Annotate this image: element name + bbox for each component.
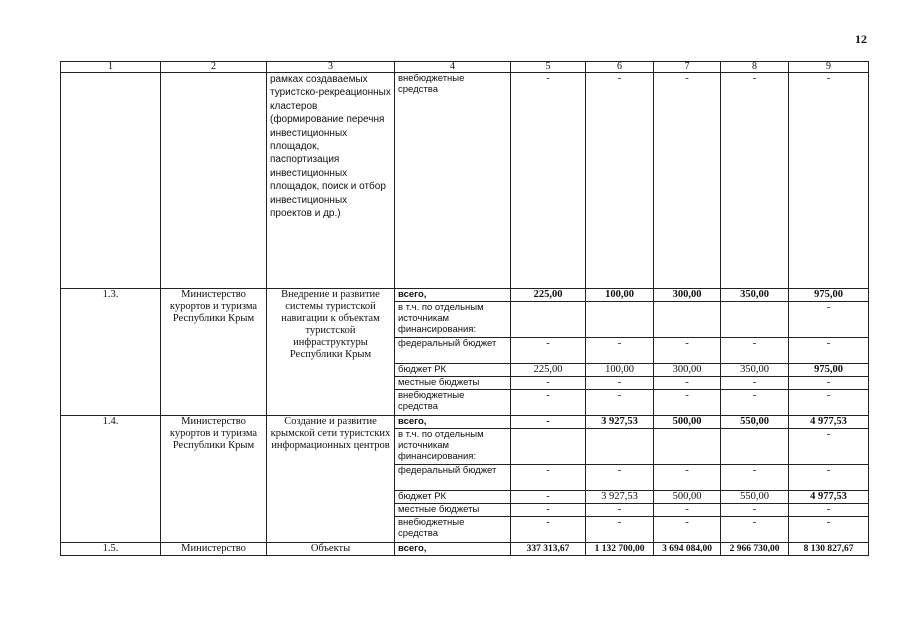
value-cell: - — [789, 429, 869, 465]
num-cell: 1.4. — [61, 416, 161, 543]
description-cell: Создание и развитие крымской сети туристских информационных центров — [267, 416, 395, 543]
value-cell: - — [789, 73, 869, 289]
value-cell: 8 130 827,67 — [789, 543, 869, 556]
value-cell: - — [789, 390, 869, 416]
value-cell: 100,00 — [586, 289, 654, 302]
value-cell — [654, 429, 721, 465]
continuation-row — [61, 73, 869, 289]
value-cell: - — [586, 73, 654, 289]
page-number: 12 — [855, 32, 867, 46]
funding-table — [60, 61, 869, 556]
executor-cell: Министерство — [161, 543, 267, 556]
num-cell: 1.5. — [61, 543, 161, 556]
value-cell: 337 313,67 — [511, 543, 586, 556]
value-cell: 4 977,53 — [789, 416, 869, 429]
value-cell: - — [721, 504, 789, 517]
value-cell: - — [654, 390, 721, 416]
executor-cell: Министерство курортов и туризма Республики Крым — [161, 416, 267, 543]
executor-cell: Министерство курортов и туризма Республики Крым — [161, 289, 267, 416]
value-cell: - — [789, 338, 869, 364]
value-cell: - — [789, 302, 869, 338]
value-cell: - — [721, 377, 789, 390]
executor-cell — [161, 73, 267, 289]
value-cell: 225,00 — [511, 364, 586, 377]
value-cell: 975,00 — [789, 364, 869, 377]
table-row — [61, 543, 869, 556]
header-cell: 3 — [267, 62, 395, 73]
value-cell: 225,00 — [511, 289, 586, 302]
source-cell: внебюджетные средства — [395, 73, 511, 289]
value-cell: 500,00 — [654, 416, 721, 429]
value-cell: - — [789, 504, 869, 517]
source-cell: федеральный бюджет — [395, 465, 511, 491]
value-cell: 350,00 — [721, 289, 789, 302]
value-cell: - — [511, 338, 586, 364]
description-cell: Внедрение и развитие системы туристской навигации к объектам туристской инфраструктуры Республики Крым — [267, 289, 395, 416]
value-cell — [511, 429, 586, 465]
source-cell: всего, — [395, 416, 511, 429]
value-cell: - — [654, 377, 721, 390]
value-cell — [586, 429, 654, 465]
source-cell: местные бюджеты — [395, 377, 511, 390]
value-cell: 300,00 — [654, 289, 721, 302]
value-cell: 3 927,53 — [586, 491, 654, 504]
value-cell: 100,00 — [586, 364, 654, 377]
header-cell: 5 — [511, 62, 586, 73]
source-cell: бюджет РК — [395, 491, 511, 504]
value-cell: - — [721, 338, 789, 364]
value-cell: - — [511, 73, 586, 289]
table-row — [61, 416, 869, 429]
value-cell: - — [511, 517, 586, 543]
source-cell: внебюджетные средства — [395, 390, 511, 416]
description-cell: рамках создаваемых туристско-рекреационных кластеров (формирование перечня инвестиционных площадок, паспортизация инвестиционных площадок, поиск и отбор инвестиционных проектов и др.) — [267, 73, 395, 289]
value-cell: 4 977,53 — [789, 491, 869, 504]
source-cell: в т.ч. по отдельным источникам финансирования: — [395, 302, 511, 338]
header-row — [61, 62, 869, 73]
value-cell: - — [721, 517, 789, 543]
value-cell: - — [789, 517, 869, 543]
value-cell: - — [721, 465, 789, 491]
value-cell: - — [586, 517, 654, 543]
value-cell: - — [721, 73, 789, 289]
value-cell: 2 966 730,00 — [721, 543, 789, 556]
value-cell: - — [511, 491, 586, 504]
value-cell: - — [586, 504, 654, 517]
value-cell: 3 927,53 — [586, 416, 654, 429]
num-cell — [61, 73, 161, 289]
num-cell: 1.3. — [61, 289, 161, 416]
value-cell: 550,00 — [721, 416, 789, 429]
value-cell: - — [789, 465, 869, 491]
header-cell: 4 — [395, 62, 511, 73]
value-cell — [721, 429, 789, 465]
value-cell: - — [586, 465, 654, 491]
value-cell — [511, 302, 586, 338]
value-cell: - — [511, 416, 586, 429]
value-cell: - — [654, 338, 721, 364]
source-cell: федеральный бюджет — [395, 338, 511, 364]
header-cell: 7 — [654, 62, 721, 73]
header-cell: 8 — [721, 62, 789, 73]
header-cell: 9 — [789, 62, 869, 73]
value-cell: - — [654, 504, 721, 517]
header-cell: 1 — [61, 62, 161, 73]
source-cell: в т.ч. по отдельным источникам финансирования: — [395, 429, 511, 465]
value-cell — [586, 302, 654, 338]
value-cell: 300,00 — [654, 364, 721, 377]
value-cell: - — [586, 377, 654, 390]
value-cell — [654, 302, 721, 338]
value-cell: - — [511, 377, 586, 390]
value-cell: 500,00 — [654, 491, 721, 504]
header-cell: 2 — [161, 62, 267, 73]
value-cell: - — [511, 465, 586, 491]
source-cell: внебюджетные средства — [395, 517, 511, 543]
value-cell: - — [511, 504, 586, 517]
value-cell: - — [654, 73, 721, 289]
source-cell: всего, — [395, 543, 511, 556]
source-cell: всего, — [395, 289, 511, 302]
value-cell: - — [586, 390, 654, 416]
source-cell: местные бюджеты — [395, 504, 511, 517]
header-cell: 6 — [586, 62, 654, 73]
table-row — [61, 289, 869, 302]
value-cell: 550,00 — [721, 491, 789, 504]
value-cell: - — [586, 338, 654, 364]
description-cell: Объекты — [267, 543, 395, 556]
value-cell: - — [511, 390, 586, 416]
value-cell: 3 694 084,00 — [654, 543, 721, 556]
value-cell: - — [721, 390, 789, 416]
value-cell: 975,00 — [789, 289, 869, 302]
value-cell: - — [789, 377, 869, 390]
value-cell: - — [654, 465, 721, 491]
value-cell: 1 132 700,00 — [586, 543, 654, 556]
value-cell: - — [654, 517, 721, 543]
source-cell: бюджет РК — [395, 364, 511, 377]
value-cell: 350,00 — [721, 364, 789, 377]
value-cell — [721, 302, 789, 338]
